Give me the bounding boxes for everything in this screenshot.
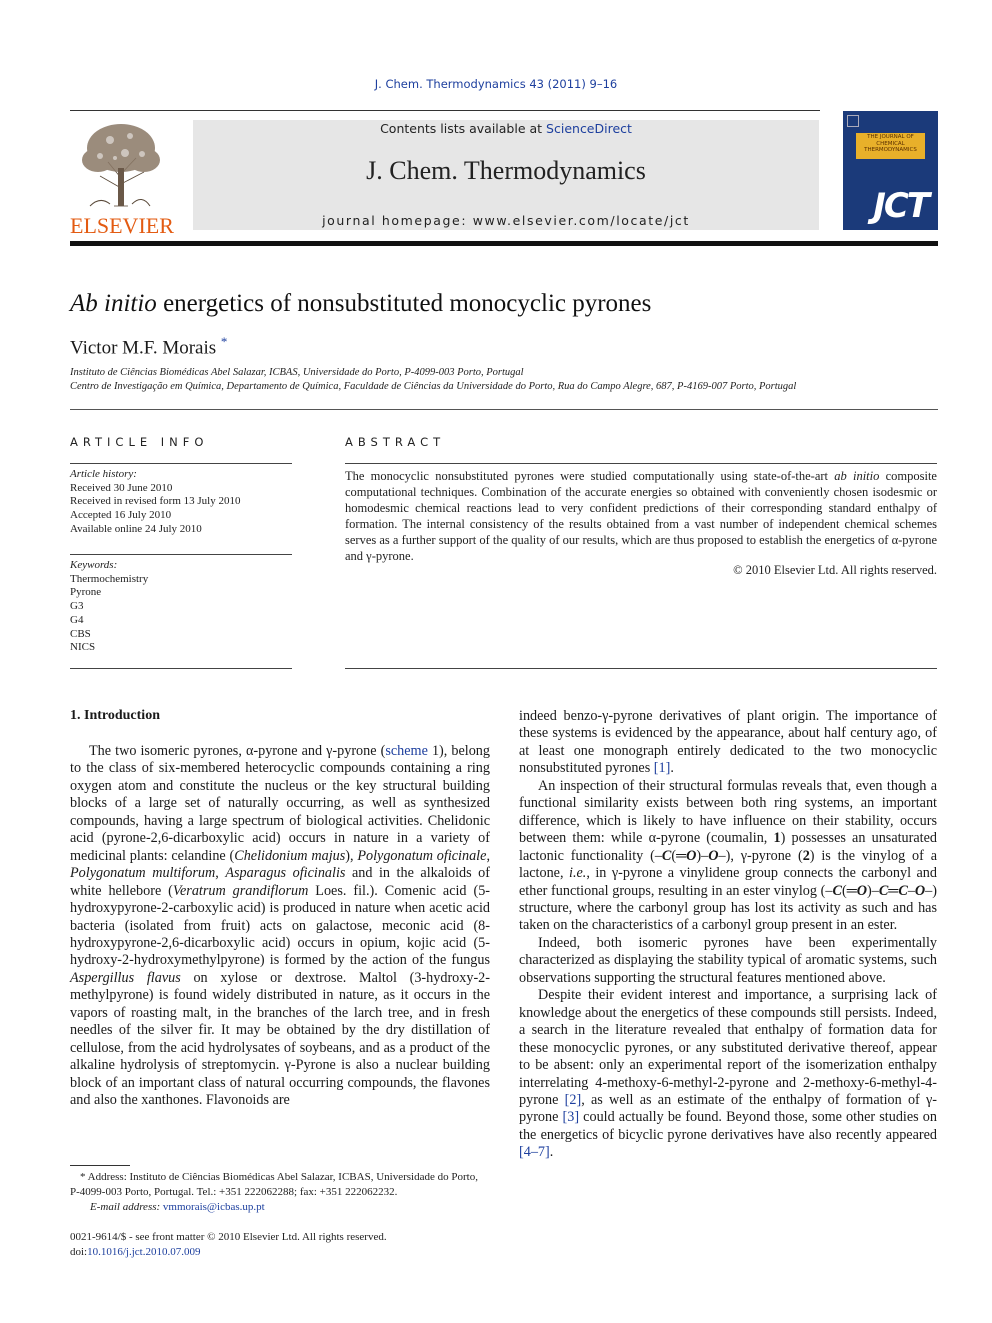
sciencedirect-link[interactable]: ScienceDirect [546, 121, 632, 136]
abstract-part-1: The monocyclic nonsubstituted pyrones were studied computationally using state-of-the-art [345, 469, 835, 483]
citation-4-7[interactable]: [4–7] [519, 1144, 550, 1161]
affiliation-2: Centro de Investigação em Química, Departamento de Química, Faculdade de Ciências da Universidade do Porto, Rua do Campo Alegre, 687, P-4169-007 Porto, Portugal [70, 381, 797, 392]
title-italic: Ab initio [70, 290, 157, 317]
footnote-address: Address: Instituto de Ciências Biomédicas Abel Salazar, ICBAS, Universidade do Porto, P-4099-003 Porto, Portugal. Tel.: +351 222062288; fax: +351 222062232. [70, 1171, 478, 1198]
keyword: Thermochemistry [70, 572, 149, 585]
citation-2[interactable]: [2] [564, 1091, 582, 1108]
abstract-end-rule [345, 668, 937, 669]
issn-line: 0021-9614/$ - see front matter © 2010 Elsevier Ltd. All rights reserved. [70, 1231, 387, 1243]
journal-homepage[interactable]: journal homepage: www.elsevier.com/locate/jct [322, 213, 690, 228]
doi-link[interactable]: 10.1016/j.jct.2010.07.009 [87, 1246, 201, 1258]
keywords [70, 559, 292, 655]
abstract-part-2: composite computational techniques. Combination of the accurate energies so obtained with conveniently chosen isodesmic or homodesmic chemical reactions lead to very confident predictions of their corresponding standard enthalpy of formation. The internal consistency of the results obtained from a vast number of independent chemical schemes serves as a further support of the quality of our results, which are thus proposed to establish the energetics of α-pyrone and γ-pyrone. [345, 469, 937, 563]
author-footnote-mark[interactable]: * [220, 334, 228, 349]
keyword: CBS [70, 627, 91, 640]
article-title [70, 290, 651, 318]
abstract-rule [345, 463, 937, 464]
body-right-column [519, 708, 937, 1162]
abstract-heading: ABSTRACT [345, 435, 446, 449]
keywords-rule [70, 554, 292, 555]
article-info-heading: ARTICLE INFO [70, 435, 209, 449]
publisher-name: ELSEVIER [70, 213, 174, 238]
cover-plate: THE JOURNAL OF CHEMICAL THERMODYNAMICS [856, 133, 925, 159]
scheme-link[interactable]: scheme [385, 743, 428, 759]
article-info-end-rule [70, 668, 292, 669]
elsevier-logo[interactable] [70, 118, 174, 238]
history-online: Available online 24 July 2010 [70, 522, 202, 535]
elsevier-tree-icon [70, 118, 172, 210]
affiliation-1: Instituto de Ciências Biomédicas Abel Salazar, ICBAS, Universidade do Porto, P-4099-003 Porto, Portugal [70, 367, 524, 378]
citation-1[interactable]: [1] [653, 760, 671, 777]
paragraph: An inspection of their structural formulas reveals that, even though a functional similarity exists between both ring systems, an important difference, which is likely to have influence on their stability, occurs between them: while α-pyrone (coumalin, 1) possesses an unsaturated lactonic functionality (–C(═O)–O–), γ-pyrone (2) is the vinylog of a lactone, i.e., in γ-pyrone a vinylidene group connects the carbonyl and ether functional groups, resulting in an ester vinylog (–C(═O)–C═C–O–) structure, where the carbonyl group has lost its activity as such and has taken on the characteristics of a carbonyl group present in an ester. [519, 777, 938, 934]
citation-3[interactable]: [3] [562, 1109, 580, 1126]
contents-prefix: Contents lists available at [380, 121, 547, 136]
journal-title: J. Chem. Thermodynamics [366, 156, 646, 185]
journal-banner [193, 120, 819, 230]
paragraph: indeed benzo-γ-pyrone derivatives of plant origin. The importance of these systems is evidenced by the appearance, about half century ago, of at least one monograph entirely dedicated to the two monocyclic nonsubstituted pyrones [1]. [519, 708, 937, 777]
contents-line [193, 121, 819, 136]
title-rest: energetics of nonsubstituted monocyclic pyrones [156, 290, 652, 317]
keyword: Pyrone [70, 586, 102, 599]
history-label: Article history: [70, 468, 137, 480]
article-history [70, 468, 292, 537]
keyword: NICS [70, 641, 96, 654]
author-name: Victor M.F. Morais [70, 337, 217, 359]
keyword: G3 [70, 600, 84, 613]
header-rule [70, 110, 820, 111]
cover-emblem-icon [847, 115, 859, 127]
email-link[interactable]: vmmorais@icbas.up.pt [162, 1201, 265, 1213]
article-info-rule [70, 463, 292, 464]
header-thick-rule [70, 241, 938, 246]
title-rule [70, 409, 938, 410]
footnote [70, 1170, 490, 1215]
footer [70, 1230, 387, 1260]
footnote-mark: * [80, 1171, 86, 1183]
paragraph: The two isomeric pyrones, α-pyrone and γ-pyrone (scheme 1), belong to the class of six-membered heterocyclic compounds containing a ring oxygen atom and constitute the nucleus or the key structural building blocks of a large set of naturally occurring, as well as synthesized compounds, having a large spectrum of biological activities. Chelidonic acid (pyrone-2,6-dicarboxylic acid) occurs in nature in a variety of medicinal plants: celandine (Chelidonium majus), Polygonatum oficinale, Polygonatum multiforum, Asparagus oficinalis and in the alkaloids of white hellebore (Veratrum grandiflorum Loes. fil.). Comenic acid (5-hydroxypyrone-2-carboxylic acid) is produced in nature when acetic acid bacteria (isolated from fruit) acts on galactose, meconic acid (8-hydroxypyrone-2,6-dicarboxylic acid) occurs in opium, kojic acid (5-hydroxy-2-hydroxymethylpyrone) is formed by the action of the fungus Aspergillus flavus on xylose or dextrose. Maltol (3-hydroxy-2-methylpyrone) is found widely distributed in nature, as it occurs in the vapors of roasting malt, in the branches of the larch tree, and in fresh needles of the silver fir. It may be obtained by the dry distillation of cellulose, from the acid hydrolysates of soybeans, and as a product of the alkaline hydrolysis of streptomycin. γ-Pyrone is also a nuclear building block of an important class of natural occurring compounds, the flavones and also the xanthones. Flavonoids are [70, 743, 491, 1109]
history-accepted: Accepted 16 July 2010 [70, 509, 172, 522]
journal-reference[interactable]: J. Chem. Thermodynamics 43 (2011) 9–16 [374, 77, 618, 91]
body-left-column [70, 743, 490, 1110]
keywords-label: Keywords: [70, 559, 118, 571]
author [70, 334, 227, 359]
cover-logo: JCT [873, 186, 928, 226]
journal-cover[interactable] [843, 111, 938, 230]
section-heading: 1. Introduction [70, 708, 160, 723]
footnote-rule [70, 1165, 130, 1166]
paragraph: Despite their evident interest and importance, a surprising lack of knowledge about the energetics of these compounds still persists. Indeed, a search in the literature revealed that enthalpy of formation data for these monocyclic pyrones, or any substituted derivative thereof, appear to be absent: only an experimental report of the isomerization enthalpy interrelating 4-methoxy-6-methyl-2-pyrone and 2-methoxy-6-methyl-4-pyrone [2], as well as an estimate of the enthalpy of formation of γ-pyrone [3] could actually be found. Beyond those, some other studies on the energetics of bicyclic pyrone derivatives have also recently appeared [4–7]. [519, 987, 937, 1161]
abstract-copyright: © 2010 Elsevier Ltd. All rights reserved. [733, 563, 937, 577]
doi-label: doi: [70, 1246, 88, 1258]
history-received: Received 30 June 2010 [70, 481, 173, 494]
keyword: G4 [70, 613, 84, 626]
abstract-text [345, 468, 937, 564]
history-revised: Received in revised form 13 July 2010 [70, 495, 241, 508]
abstract-italic: ab initio [834, 469, 880, 483]
paragraph: Indeed, both isomeric pyrones have been experimentally characterized as displaying the stability typical of aromatic systems, such observations supporting the structural features mentioned above. [519, 934, 937, 986]
email-label: E-mail address: [90, 1201, 163, 1213]
